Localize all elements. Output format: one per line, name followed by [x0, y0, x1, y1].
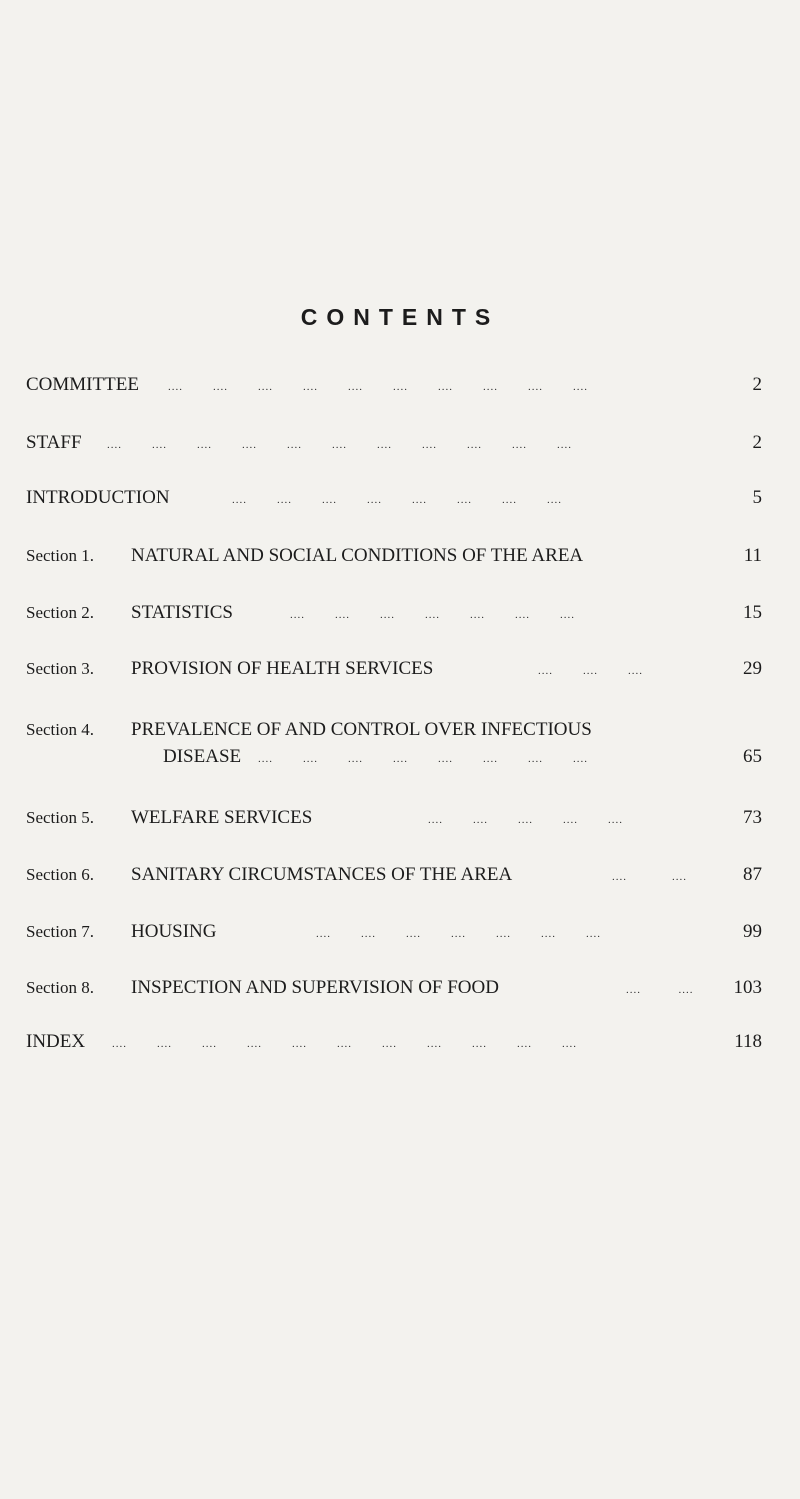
leader-dots: .... .... .... .... .... .... .... ....	[232, 494, 562, 506]
entry-label: SANITARY CIRCUMSTANCES OF THE AREA	[131, 864, 513, 885]
entry-page-number: 87	[743, 864, 762, 885]
entry-page-number: 99	[743, 921, 762, 942]
toc-entry-index[interactable]	[0, 1027, 800, 1057]
toc-entry-staff[interactable]	[0, 428, 800, 458]
entry-label-continued: DISEASE	[163, 746, 242, 767]
section-number: Section 1.	[26, 546, 94, 565]
entry-label: NATURAL AND SOCIAL CONDITIONS OF THE AREA	[131, 545, 584, 566]
leader-dots: .... .... .... .... ....	[428, 814, 623, 826]
entry-page-number: 65	[743, 746, 762, 767]
entry-page-number: 5	[752, 487, 762, 508]
toc-entry-section-4[interactable]	[0, 715, 800, 745]
entry-label: HOUSING	[131, 921, 217, 942]
entry-label: STAFF	[26, 432, 82, 453]
entry-page-number: 103	[733, 977, 762, 998]
leader-dots: .... .... .... .... .... .... .... .... .... .... ....	[112, 1038, 577, 1050]
toc-entry-committee[interactable]	[0, 370, 800, 400]
toc-entry-section-2[interactable]	[0, 598, 800, 628]
leader-dots: .... .... .... .... .... .... ....	[290, 609, 575, 621]
entry-label: INTRODUCTION	[26, 487, 170, 508]
leader-dots: .... .... .... .... .... .... .... .... .... ....	[168, 381, 588, 393]
entry-label: INDEX	[26, 1031, 86, 1052]
entry-label: COMMITTEE	[26, 374, 139, 395]
entry-label: STATISTICS	[131, 602, 233, 623]
toc-entry-section-3[interactable]	[0, 654, 800, 684]
leader-dots: .... .... .... .... .... .... .... ....	[258, 753, 588, 765]
toc-entry-section-8[interactable]	[0, 973, 800, 1003]
leader-dots: .... ....	[626, 984, 694, 996]
section-number: Section 6.	[26, 865, 94, 884]
leader-dots: .... ....	[612, 871, 687, 883]
leader-dots: .... .... ....	[538, 665, 643, 677]
leader-dots: .... .... .... .... .... .... .... .... .... .... ....	[107, 439, 572, 451]
section-number: Section 5.	[26, 808, 94, 827]
entry-page-number: 29	[743, 658, 762, 679]
toc-entry-section-6[interactable]	[0, 860, 800, 890]
toc-entry-section-5[interactable]	[0, 803, 800, 833]
section-number: Section 7.	[26, 922, 94, 941]
entry-page-number: 2	[752, 374, 762, 395]
toc-entry-section-1[interactable]	[0, 541, 800, 571]
entry-page-number: 11	[743, 545, 762, 566]
entry-page-number: 2	[752, 432, 762, 453]
toc-entry-section-4-continued[interactable]	[0, 742, 800, 772]
entry-page-number: 15	[743, 602, 762, 623]
toc-entry-section-7[interactable]	[0, 917, 800, 947]
section-number: Section 8.	[26, 978, 94, 997]
section-number: Section 2.	[26, 603, 94, 622]
leader-dots: .... .... .... .... .... .... ....	[316, 928, 601, 940]
entry-label: INSPECTION AND SUPERVISION OF FOOD	[131, 977, 499, 998]
page-title: CONTENTS	[300, 304, 500, 330]
entry-label: WELFARE SERVICES	[131, 807, 313, 828]
section-number: Section 3.	[26, 659, 94, 678]
entry-label: PREVALENCE OF AND CONTROL OVER INFECTIOUS	[131, 719, 592, 740]
entry-page-number: 73	[743, 807, 762, 828]
entry-label: PROVISION OF HEALTH SERVICES	[131, 658, 434, 679]
toc-entry-introduction[interactable]	[0, 483, 800, 513]
section-number: Section 4.	[26, 720, 94, 739]
entry-page-number: 118	[734, 1031, 762, 1052]
